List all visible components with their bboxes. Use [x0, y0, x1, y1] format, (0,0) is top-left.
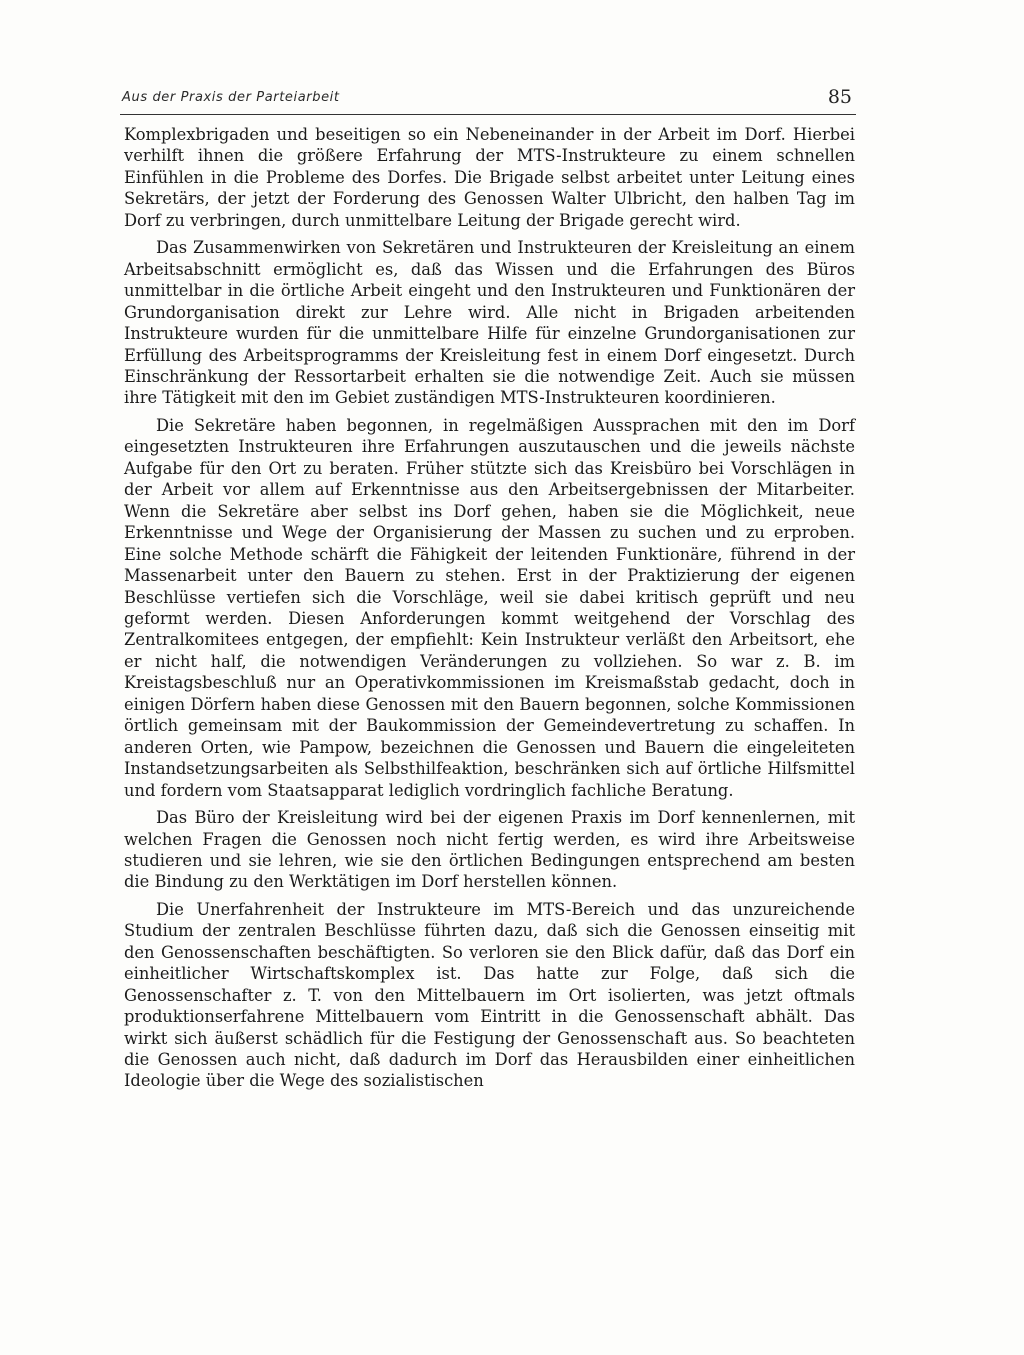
paragraph-4: Das Büro der Kreisleitung wird bei der eigenen Praxis im Dorf kennenlernen, mit welchen Fragen die Genossen noch nicht fertig werden, es wird ihre Arbeitsweise studieren und sie lehren, wie sie den örtlichen Bedingungen entsprechend am besten die Bindung zu den Werktätigen im Dorf herstellen können.: [124, 808, 855, 892]
paragraph-1: Komplexbrigaden und beseitigen so ein Nebeneinander in der Arbeit im Dorf. Hierbei verhilft ihnen die größere Erfahrung der MTS-Instrukteure zu einem schnellen Einfühlen in die Probleme des Dorfes. Die Brigade selbst arbeitet unter Leitung eines Sekretärs, der jetzt der Forderung des Genossen Walter Ulbricht, den halben Tag im Dorf zu verbringen, durch unmittelbare Leitung der Brigade gerecht wird.: [124, 125, 855, 230]
paragraph-5: Die Unerfahrenheit der Instrukteure im MTS-Bereich und das unzureichende Studium der zentralen Beschlüsse führten dazu, daß sich die Genossen einseitig mit den Genossenschaften beschäftigten. So verloren sie den Blick dafür, daß das Dorf ein einheitlicher Wirtschaftskomplex ist. Das hatte zur Folge, daß sich die Genossenschafter z. T. von den Mittelbauern im Ort isolierten, was jetzt oftmals produktionserfahrene Mittelbauern vom Eintritt in die Genossenschaft abhält. Das wirkt sich äußerst schädlich für die Festigung der Genossenschaft aus. So beachteten die Genossen auch nicht, daß dadurch im Dorf das Herausbilden einer einheitlichen Ideologie über die Wege des sozialistischen: [124, 899, 855, 1091]
running-title: Aus der Praxis der Parteiarbeit: [122, 90, 340, 105]
paragraph-3: Die Sekretäre haben begonnen, in regelmäßigen Aussprachen mit den im Dorf eingesetzten Instrukteuren ihre Erfahrungen auszutauschen und die jeweils nächste Aufgabe für den Ort zu beraten. Früher stützte sich das Kreisbüro bei Vorschlägen in der Arbeit vor allem auf Erkenntnisse aus den Arbeitsergebnissen der Mitarbeiter. Wenn die Sekretäre aber selbst ins Dorf gehen, haben sie die Möglichkeit, neue Erkenntnisse und Wege der Organisierung der Massen zu suchen und zu erproben. Eine solche Methode schärft die Fähigkeit der leitenden Funktionäre, führend in der Massenarbeit unter den Bauern zu stehen. Erst in der Praktizierung der eigenen Beschlüsse vertiefen sich die Vorschläge, weil sie dabei kritisch geprüft und neu geformt werden. Diesen Anforderungen kommt weitgehend der Vorschlag des Zentralkomitees entgegen, der empfiehlt: Kein Instrukteur verläßt den Arbeitsort, ehe er nicht half, die notwendigen Veränderungen zu vollziehen. So war z. B. im Kreistagsbeschluß nur an Operativkommissionen im Kreismaßstab gedacht, doch in einigen Dörfern haben diese Genossen mit den Bauern begonnen, solche Kommissionen örtlich gemeinsam mit der Baukommission der Gemeindevertretung zu schaffen. In anderen Orten, wie Pampow, bezeichnen die Genossen und Bauern die eingeleiteten Instandsetzungsarbeiten als Selbsthilfeaktion, beschränken sich auf örtliche Hilfsmittel und fordern vom Staatsapparat lediglich vordringlich fachliche Beratung.: [124, 415, 855, 800]
page-number: 85: [827, 86, 852, 108]
running-header: [122, 86, 854, 114]
body-text: [124, 124, 855, 1098]
paragraph-2: Das Zusammenwirken von Sekretären und Instrukteuren der Kreisleitung an einem Arbeitsabschnitt ermöglicht es, daß das Wissen und die Erfahrungen des Büros unmittelbar in die örtliche Arbeit eingeht und den Instrukteuren und Funktionären der Grundorganisation direkt zur Lehre wird. Alle nicht in Brigaden arbeitenden Instrukteure wurden für die unmittelbare Hilfe für einzelne Grundorganisationen zur Erfüllung des Arbeitsprogramms der Kreisleitung fest in einem Dorf eingesetzt. Durch Einschränkung der Ressortarbeit erhalten sie die notwendige Zeit. Auch sie müssen ihre Tätigkeit mit den im Gebiet zuständigen MTS-Instrukteuren koordinieren.: [124, 238, 855, 408]
header-rule: [120, 114, 856, 115]
